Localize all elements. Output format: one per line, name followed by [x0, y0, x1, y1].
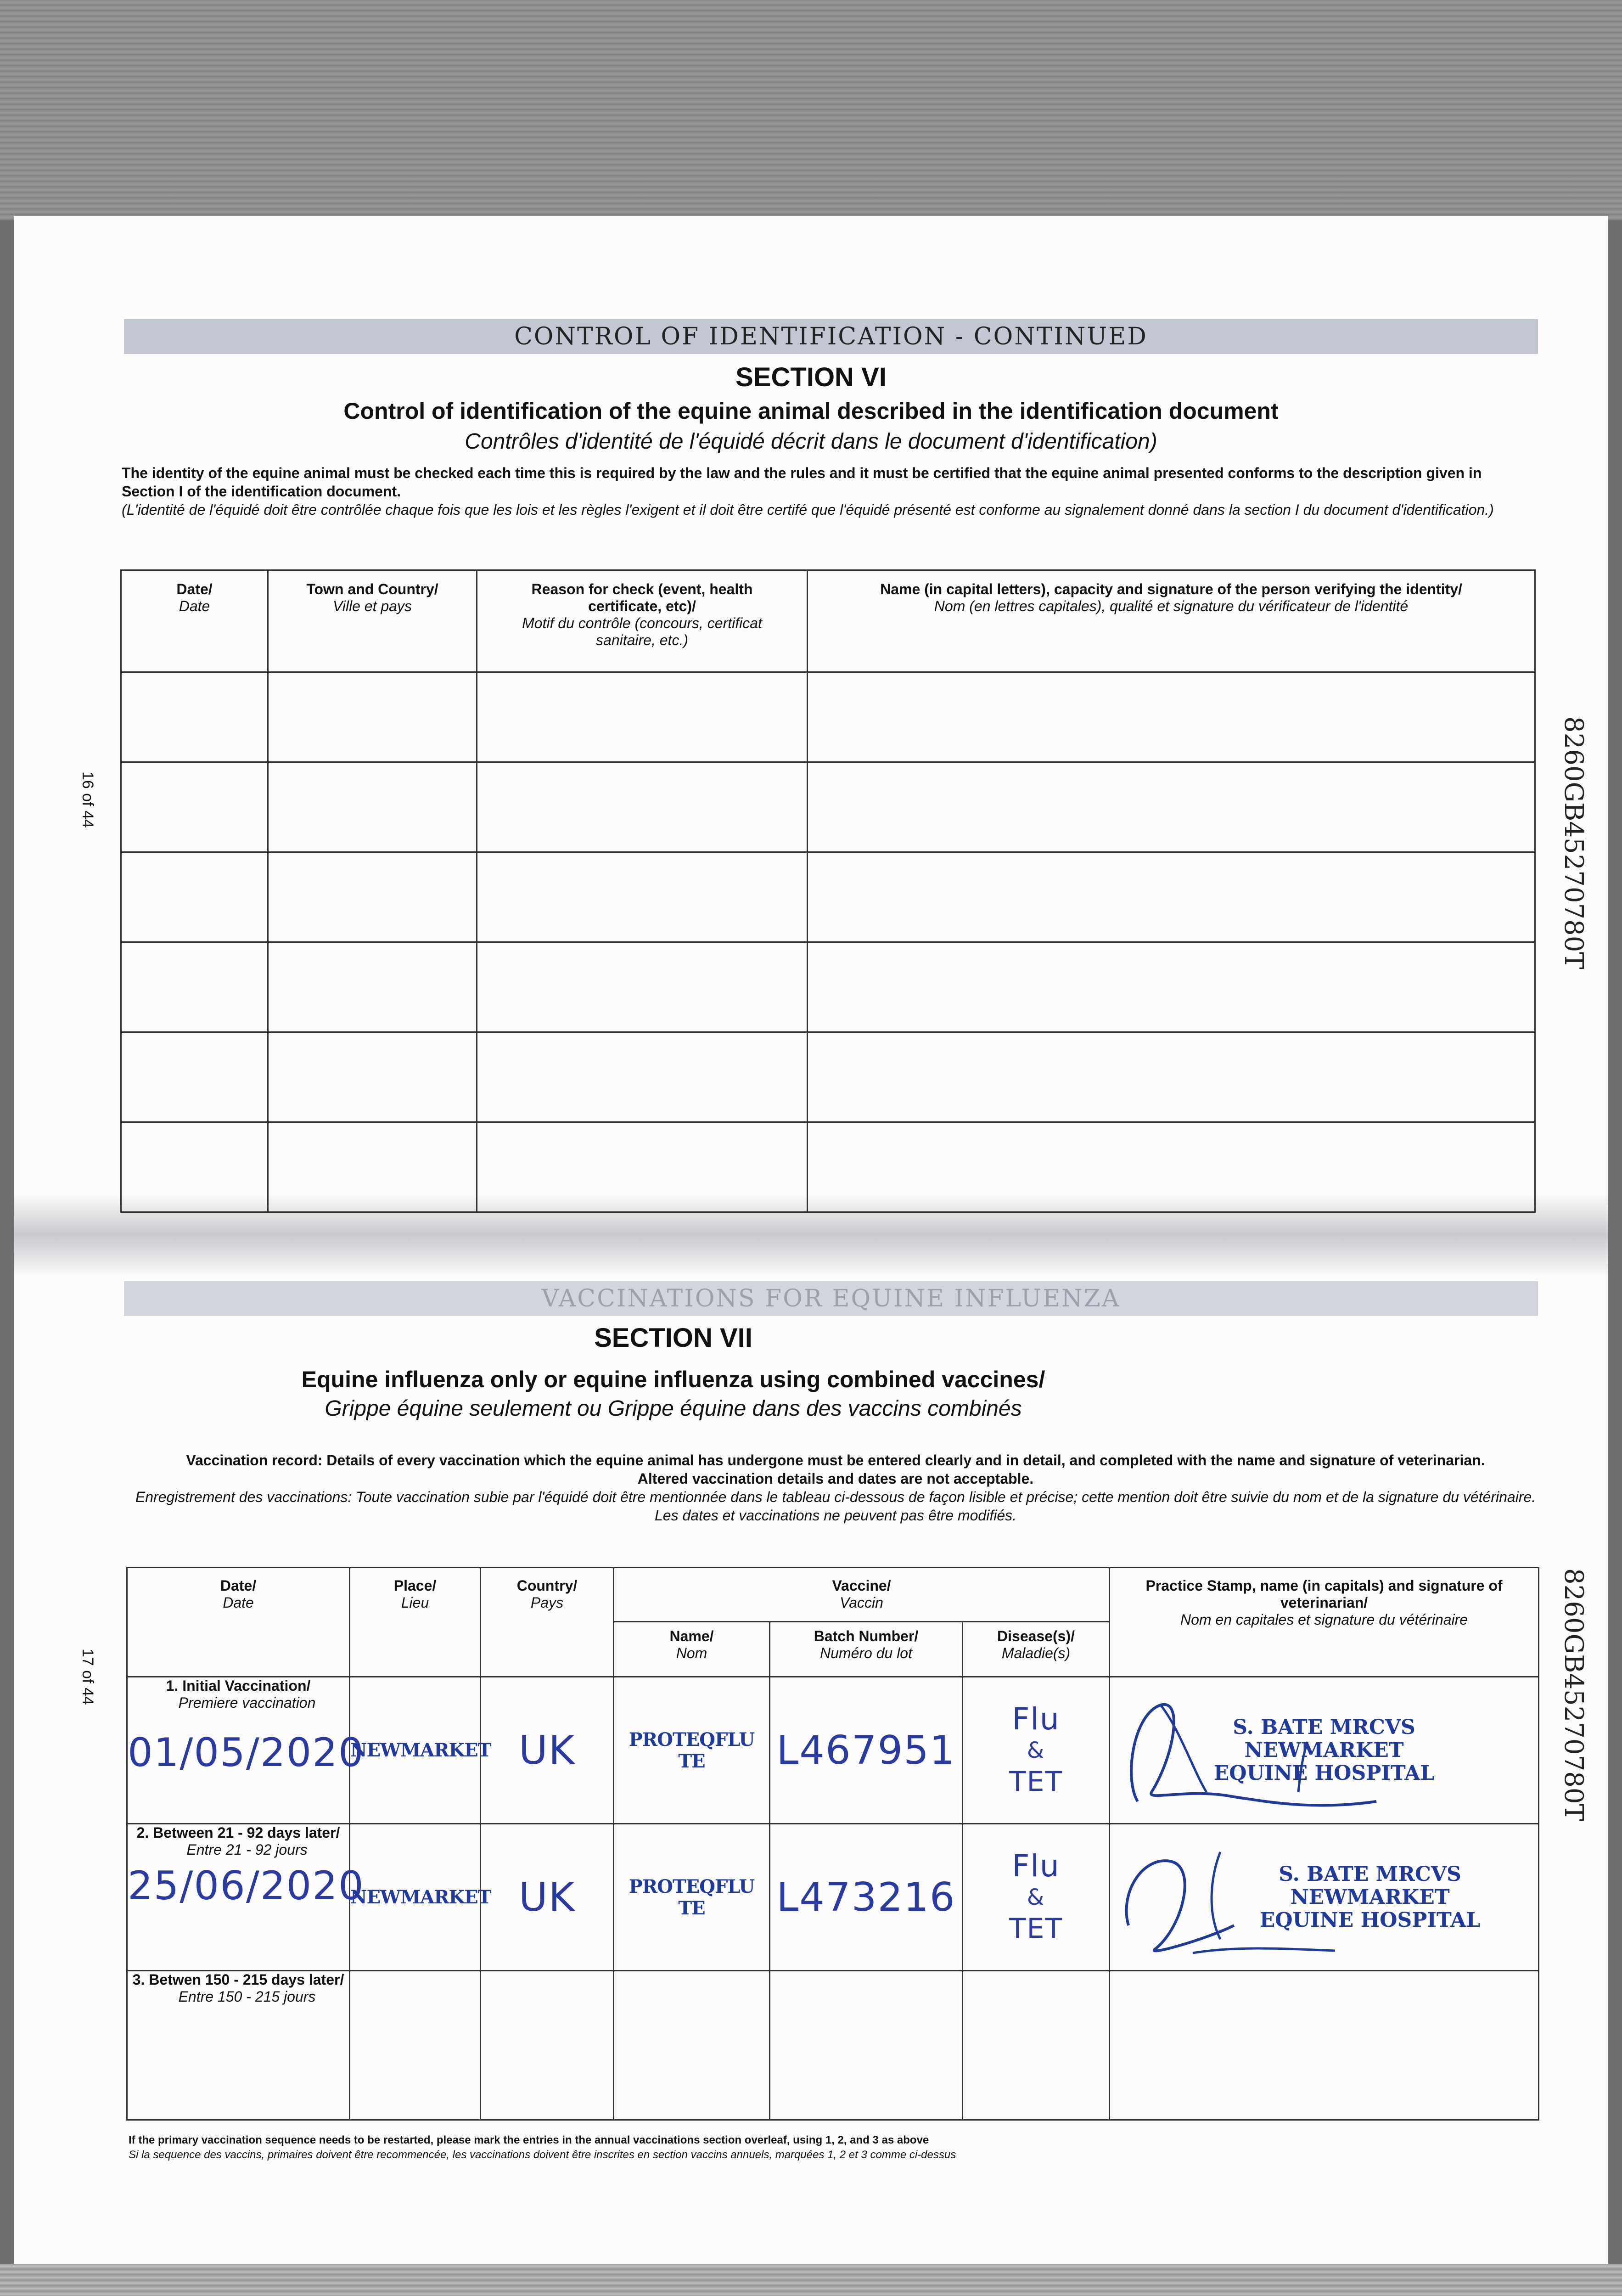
section6-heading: Control of identification of the equine animal described in the identification document [343, 398, 1279, 424]
row1-country: UK [518, 1727, 576, 1773]
vaccination-row-2 [127, 1824, 1539, 1971]
col-country-header: Country/ Pays [481, 1568, 614, 1677]
section6-title: SECTION VI [735, 362, 887, 392]
col-stamp-header: Practice Stamp, name (in capitals) and signature of veterinarian/ Nom en capitales et signature du vétérinaire [1110, 1568, 1539, 1677]
row1-vaccine-name: PROTEQFLU TE [629, 1728, 755, 1772]
row2-batch-cell [770, 1824, 963, 1971]
row2-stamp-cell [1110, 1824, 1539, 1971]
row2-batch: L473216 [776, 1874, 956, 1920]
col-batch-header: Batch Number/ Numéro du lot [770, 1622, 963, 1677]
section7-heading: Equine influenza only or equine influenza using combined vaccines/ [301, 1367, 1045, 1392]
row2-disease-cell: Flu & TET [963, 1824, 1110, 1971]
table-row [121, 762, 1535, 852]
col-disease-header: Disease(s)/ Maladie(s) [963, 1622, 1110, 1677]
scanner-background-bottom [0, 2264, 1622, 2296]
row1-vaccine-name-cell [614, 1677, 770, 1824]
table-row [121, 1122, 1535, 1212]
row1-stamp: S. BATE MRCVS NEWMARKET EQUINE HOSPITAL [1213, 1715, 1435, 1785]
vaccination-row-3 [127, 1971, 1539, 2120]
table-row [121, 942, 1535, 1032]
col-place-header: Place/ Lieu [350, 1568, 481, 1677]
row1-place: NEWMARKET [350, 1739, 491, 1761]
scanner-background-top [0, 0, 1622, 220]
page-number-16: 16 of 44 [79, 771, 96, 828]
col-vaccine-header: Vaccine/ Vaccin [614, 1568, 1110, 1622]
row1-batch: L467951 [776, 1727, 956, 1773]
row1-batch-cell [770, 1677, 963, 1824]
row1-disease-cell: Flu & TET [963, 1677, 1110, 1824]
row2-vaccine-name: PROTEQFLU TE [629, 1875, 755, 1919]
table-row [121, 672, 1535, 762]
section6-subheading: Contrôles d'identité de l'équidé décrit dans le document d'identification) [465, 429, 1157, 454]
section6-intro-fr: (L'identité de l'équidé doit être contrôlée chaque fois que les lois et les règles l'exigent et il doit être certifé que l'équidé présenté est conforme au signalement donné dans la section I du document d'identification.) [122, 501, 1494, 518]
table-row [121, 852, 1535, 942]
section7-intro-en-2: Altered vaccination details and dates are not acceptable. [637, 1470, 1034, 1487]
row3-date-cell: 3. Betwen 150 - 215 days later/ Entre 150 - 215 jours [127, 1971, 350, 2120]
footnote-fr: Si la sequence des vaccins, primaires doivent être recommencée, les vaccinations doivent être inscrites en section vaccins annuels, marquées 1, 2 et 3 comme ci-dessus [129, 2149, 956, 2161]
col-town-header: Town and Country/ Ville et pays [268, 570, 477, 672]
identity-check-table [120, 569, 1536, 1213]
row2-country: UK [518, 1874, 576, 1920]
row1-country-cell [481, 1677, 614, 1824]
table-row [121, 1032, 1535, 1122]
section6-intro [122, 464, 1517, 519]
row2-place: NEWMARKET [350, 1886, 491, 1908]
col-reason-header: Reason for check (event, health certificate, etc)/ Motif du contrôle (concours, certificat sanitaire, etc.) [477, 570, 808, 672]
row2-date: 25/06/2020 [128, 1863, 365, 1909]
row2-place-cell [350, 1824, 491, 1971]
vaccination-table [126, 1567, 1539, 2121]
col-vaccine-name-header: Name/ Nom [614, 1622, 770, 1677]
section7-banner: VACCINATIONS FOR EQUINE INFLUENZA [124, 1281, 1538, 1316]
section7-footnote [129, 2133, 1598, 2162]
row1-date: 01/05/2020 [128, 1730, 365, 1776]
row1-stamp-cell [1110, 1677, 1539, 1824]
row2-country-cell [481, 1824, 614, 1971]
section7-intro-fr: Enregistrement des vaccinations: Toute vaccination subie par l'équidé doit être mentionnée dans le tableau ci-dessous de façon lisible et précise; cette mention doit être suivie du nom et de la signature du vétérinaire. Les dates et vaccinations ne peuvent pas être modifiés. [135, 1489, 1536, 1524]
section7-intro-en-1: Vaccination record: Details of every vaccination which the equine animal has undergone must be entered clearly and in detail, and completed with the name and signature of veterinarian. [186, 1452, 1485, 1469]
row2-stamp: S. BATE MRCVS NEWMARKET EQUINE HOSPITAL [1259, 1862, 1481, 1932]
document-id-bottom: 8260GB45270780T [1559, 1568, 1588, 1821]
col-date-header: Date/ Date [121, 570, 268, 672]
section7-title: SECTION VII [594, 1323, 752, 1353]
row2-date-cell: 2. Between 21 - 92 days later/ Entre 21 - 92 jours 25/06/2020 [127, 1824, 350, 1971]
row1-date-cell: 1. Initial Vaccination/ Premiere vaccination 01/05/2020 [127, 1677, 350, 1824]
row1-place-cell [350, 1677, 491, 1824]
vaccination-row-1 [127, 1677, 1539, 1824]
section7-intro [129, 1451, 1543, 1525]
col-verifier-header: Name (in capital letters), capacity and signature of the person verifying the identity/ Nom (en lettres capitales), qualité et signature du vérificateur de l'identité [808, 570, 1535, 672]
section6-banner: CONTROL OF IDENTIFICATION - CONTINUED [124, 319, 1538, 354]
section6-intro-en: The identity of the equine animal must be checked each time this is required by the law and the rules and it must be certified that the equine animal presented conforms to the description given in Section I of the identification document. [122, 465, 1482, 500]
col-date-header: Date/ Date [127, 1568, 350, 1677]
footnote-en: If the primary vaccination sequence needs to be restarted, please mark the entries in the annual vaccinations section overleaf, using 1, 2, and 3 as above [129, 2134, 929, 2146]
row2-vaccine-name-cell [614, 1824, 770, 1971]
section7-subheading: Grippe équine seulement ou Grippe équine dans des vaccins combinés [325, 1396, 1022, 1421]
page-number-17: 17 of 44 [79, 1649, 96, 1705]
document-id-top: 8260GB45270780T [1559, 716, 1588, 969]
